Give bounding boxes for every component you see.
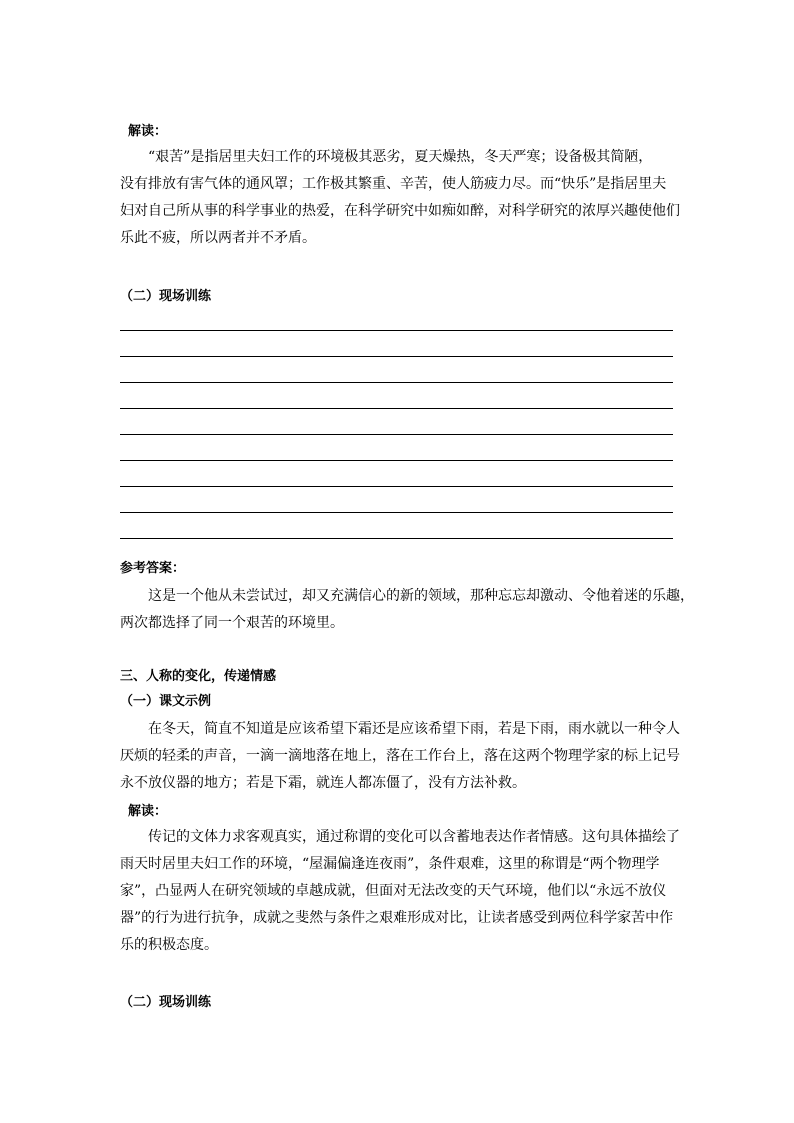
paragraph-line: 乐此不疲，所以两者并不矛盾。 [120,230,316,246]
interpretation-paragraph-2 [120,824,680,959]
practice-label-1: （二）现场训练 [120,289,212,304]
section-heading-3: 三、人称的变化，传递情感 [120,669,277,684]
answer-line[interactable] [120,357,673,383]
answer-line[interactable] [120,487,673,513]
answer-line[interactable] [120,383,673,409]
reference-answer-paragraph [120,583,694,637]
answer-line[interactable] [120,461,673,487]
example-label: （一）课文示例 [120,694,212,709]
practice-label-2: （二）现场训练 [120,995,212,1010]
interpretation-paragraph-1 [120,144,680,252]
paragraph-line: 永不放仪器的地方；若是下霜，就连人都冻僵了，没有方法补救。 [120,775,526,791]
paragraph-line: 在冬天，简直不知道是应该希望下霜还是应该希望下雨，若是下雨，雨水就以一种令人 [148,721,680,737]
paragraph-line: 没有排放有害气体的通风罩；工作极其繁重、辛苦，使人筋疲力尽。而“快乐”是指居里夫 [120,176,667,192]
paragraph-line: 妇对自己所从事的科学事业的热爱，在科学研究中如痴如醉，对科学研究的浓厚兴趣使他们 [120,203,680,219]
paragraph-line: “艰苦”是指居里夫妇工作的环境极其恶劣，夏天燥热，冬天严寒；设备极其简陋， [148,149,653,165]
interpretation-label-2: 解读： [128,804,168,819]
paragraph-line: 雨天时居里夫妇工作的环境，“屋漏偏逢连夜雨”，条件艰难，这里的称谓是“两个物理学 [120,856,660,872]
answer-line[interactable] [120,409,673,435]
interpretation-label-1: 解读： [128,124,168,139]
paragraph-line: 乐的积极态度。 [120,937,218,953]
answer-writing-area[interactable] [120,330,673,539]
example-paragraph [120,716,680,797]
answer-line[interactable] [120,330,673,357]
paragraph-line: 传记的文体力求客观真实，通过称谓的变化可以含蓄地表达作者情感。这句具体描绘了 [148,829,680,845]
paragraph-line: 家”，凸显两人在研究领域的卓越成就，但面对无法改变的天气环境，他们以“永远不放仪 [120,883,667,899]
paragraph-line: 这是一个他从未尝试过，却又充满信心的新的领域，那种忘忘却激动、令他着迷的乐趣， [148,588,694,604]
answer-line[interactable] [120,513,673,539]
paragraph-line: 两次都选择了同一个艰苦的环境里。 [120,615,344,631]
answer-line[interactable] [120,435,673,461]
reference-answer-label: 参考答案： [120,561,186,576]
paragraph-line: 器”的行为进行抗争，成就之斐然与条件之艰难形成对比，让读者感受到两位科学家苦中作 [120,910,674,926]
paragraph-line: 厌烦的轻柔的声音，一滴一滴地落在地上，落在工作台上，落在这两个物理学家的标上记号 [120,748,680,764]
